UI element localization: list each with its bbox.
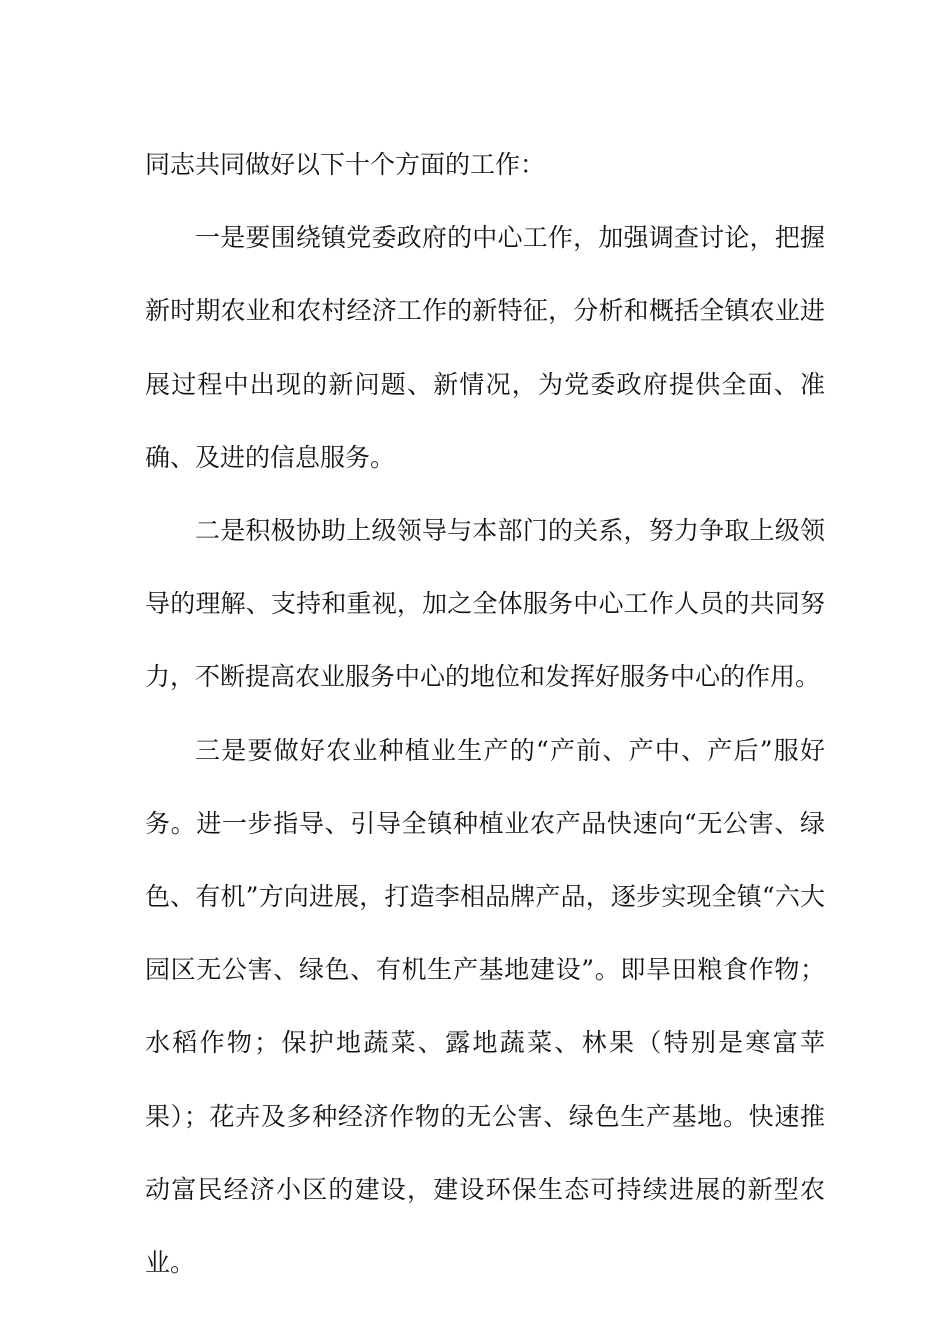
body-text xyxy=(145,128,825,1299)
paragraph-point-two: 二是积极协助上级领导与本部门的关系，努力争取上级领导的理解、支持和重视，加之全体服务中心工作人员的共同努力，不断提高农业服务中心的地位和发挥好服务中心的作用。 xyxy=(145,516,825,692)
paragraph-point-one: 一是要围绕镇党委政府的中心工作，加强调查讨论，把握新时期农业和农村经济工作的新特征，分析和概括全镇农业进展过程中出现的新问题、新情况，为党委政府提供全面、准确、及进的信息服务。 xyxy=(145,223,825,472)
paragraph-intro: 同志共同做好以下十个方面的工作： xyxy=(145,150,546,179)
paragraph-point-three: 三是要做好农业种植业生产的“产前、产中、产后”服好务。进一步指导、引导全镇种植业农产品快速向“无公害、绿色、有机”方向进展，打造李相品牌产品，逐步实现全镇“六大园区无公害、绿色、有机生产基地建设”。即旱田粮食作物；水稻作物；保护地蔬菜、露地蔬菜、林果（特别是寒富苹果）；花卉及多种经济作物的无公害、绿色生产基地。快速推动富民经济小区的建设，建设环保生态可持续进展的新型农业。 xyxy=(145,735,825,1278)
